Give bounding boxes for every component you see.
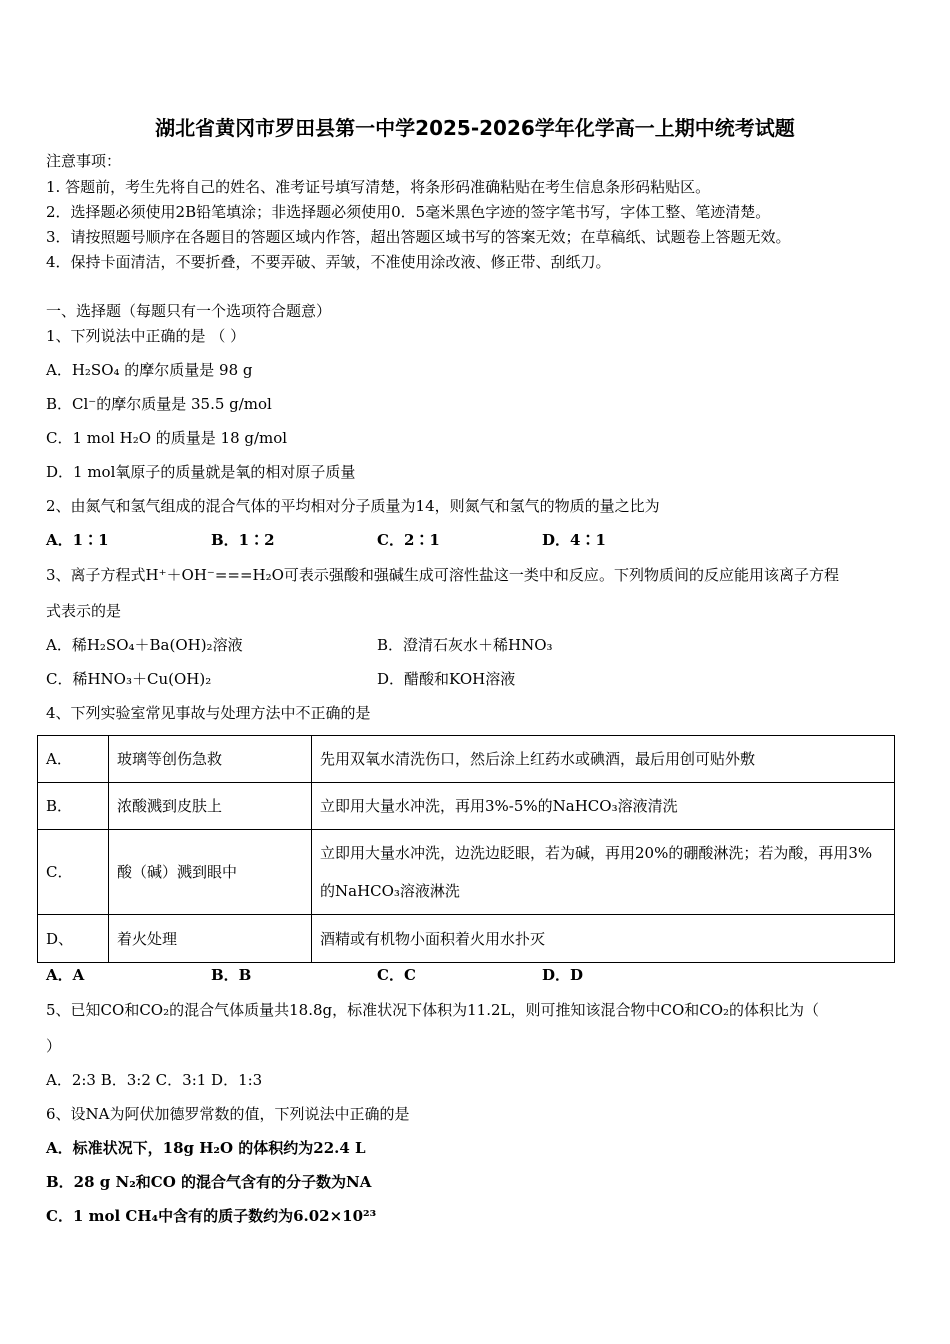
question-1-option: A．H₂SO₄ 的摩尔质量是 98 g bbox=[46, 361, 253, 379]
note-item: 2．选择题必须使用2B铅笔填涂；非选择题必须使用0．5毫米黑色字迹的签字笔书写，字体工整、笔迹清楚。 bbox=[46, 203, 771, 221]
question-4-table bbox=[37, 735, 895, 963]
page-title: 湖北省黄冈市罗田县第一中学2025-2026学年化学高一上期中统考试题 bbox=[155, 116, 795, 140]
question-3-stem: 3、离子方程式H⁺＋OH⁻===H₂O可表示强酸和强碱生成可溶性盐这一类中和反应。下列物质间的反应能用该离子方程 bbox=[46, 566, 839, 584]
question-5-options: A．2:3 B．3:2 C．3:1 D．1:3 bbox=[46, 1071, 263, 1089]
table-cell: A． bbox=[38, 736, 109, 783]
question-5-stem-cont: ） bbox=[46, 1037, 62, 1055]
notes-heading: 注意事项： bbox=[46, 152, 122, 170]
question-3-option: C．稀HNO₃＋Cu(OH)₂ bbox=[46, 670, 212, 688]
question-4-option: A．A bbox=[46, 966, 85, 984]
note-item: 4．保持卡面清洁，不要折叠，不要弄破、弄皱，不准使用涂改液、修正带、刮纸刀。 bbox=[46, 253, 611, 271]
question-6-option: B．28 g N₂和CO 的混合气含有的分子数为NA bbox=[46, 1173, 372, 1191]
table-cell: 酸（碱）溅到眼中 bbox=[109, 830, 312, 915]
question-4-stem: 4、下列实验室常见事故与处理方法中不正确的是 bbox=[46, 704, 371, 722]
table-cell: 着火处理 bbox=[109, 915, 312, 963]
question-2-stem: 2、由氮气和氢气组成的混合气体的平均相对分子质量为14，则氮气和氢气的物质的量之比为 bbox=[46, 497, 660, 515]
table-cell: 浓酸溅到皮肤上 bbox=[109, 783, 312, 830]
question-4-option: C．C bbox=[377, 966, 416, 984]
table-cell: 酒精或有机物小面积着火用水扑灭 bbox=[312, 915, 895, 963]
question-6-stem: 6、设NA为阿伏加德罗常数的值，下列说法中正确的是 bbox=[46, 1105, 410, 1123]
question-6-option: A．标准状况下，18g H₂O 的体积约为22.4 L bbox=[46, 1139, 366, 1157]
question-5-stem: 5、已知CO和CO₂的混合气体质量共18.8g，标准状况下体积为11.2L，则可推知该混合物中CO和CO₂的体积比为（ bbox=[46, 1001, 820, 1019]
question-2-option: D．4∶1 bbox=[542, 531, 606, 549]
note-item: 1. 答题前，考生先将自己的姓名、准考证号填写清楚，将条形码准确粘贴在考生信息条形码粘贴区。 bbox=[46, 178, 711, 196]
question-3-option: B．澄清石灰水＋稀HNO₃ bbox=[377, 636, 553, 654]
question-1-option: B．Cl⁻的摩尔质量是 35.5 g/mol bbox=[46, 395, 272, 413]
question-3-option: D．醋酸和KOH溶液 bbox=[377, 670, 516, 688]
table-cell: 先用双氧水清洗伤口，然后涂上红药水或碘酒，最后用创可贴外敷 bbox=[312, 736, 895, 783]
question-1-option: D．1 mol氧原子的质量就是氧的相对原子质量 bbox=[46, 463, 356, 481]
table-cell: 立即用大量水冲洗，边洗边眨眼，若为碱，再用20%的硼酸淋洗；若为酸，再用3%的NaHCO₃溶液淋洗 bbox=[312, 830, 895, 915]
table-cell: 玻璃等创伤急救 bbox=[109, 736, 312, 783]
question-4-option: D．D bbox=[542, 966, 584, 984]
question-2-option: C．2∶1 bbox=[377, 531, 440, 549]
table-row bbox=[38, 915, 895, 963]
table-cell: 立即用大量水冲洗，再用3%-5%的NaHCO₃溶液清洗 bbox=[312, 783, 895, 830]
table-cell: B． bbox=[38, 783, 109, 830]
question-2-option: B．1∶2 bbox=[211, 531, 275, 549]
question-2-option: A．1∶1 bbox=[46, 531, 109, 549]
table-row bbox=[38, 830, 895, 915]
question-4-option: B．B bbox=[211, 966, 252, 984]
table-cell: D、 bbox=[38, 915, 109, 963]
table-cell: C． bbox=[38, 830, 109, 915]
table-row bbox=[38, 736, 895, 783]
question-6-option: C．1 mol CH₄中含有的质子数约为6.02×10²³ bbox=[46, 1207, 377, 1225]
note-item: 3．请按照题号顺序在各题目的答题区域内作答，超出答题区域书写的答案无效；在草稿纸、试题卷上答题无效。 bbox=[46, 228, 791, 246]
section-heading: 一、选择题（每题只有一个选项符合题意） bbox=[46, 302, 332, 320]
question-1-stem: 1、下列说法中正确的是 （ ） bbox=[46, 327, 246, 345]
question-3-stem-cont: 式表示的是 bbox=[46, 602, 122, 620]
question-1-option: C．1 mol H₂O 的质量是 18 g/mol bbox=[46, 429, 288, 447]
table-row bbox=[38, 783, 895, 830]
question-3-option: A．稀H₂SO₄＋Ba(OH)₂溶液 bbox=[46, 636, 243, 654]
